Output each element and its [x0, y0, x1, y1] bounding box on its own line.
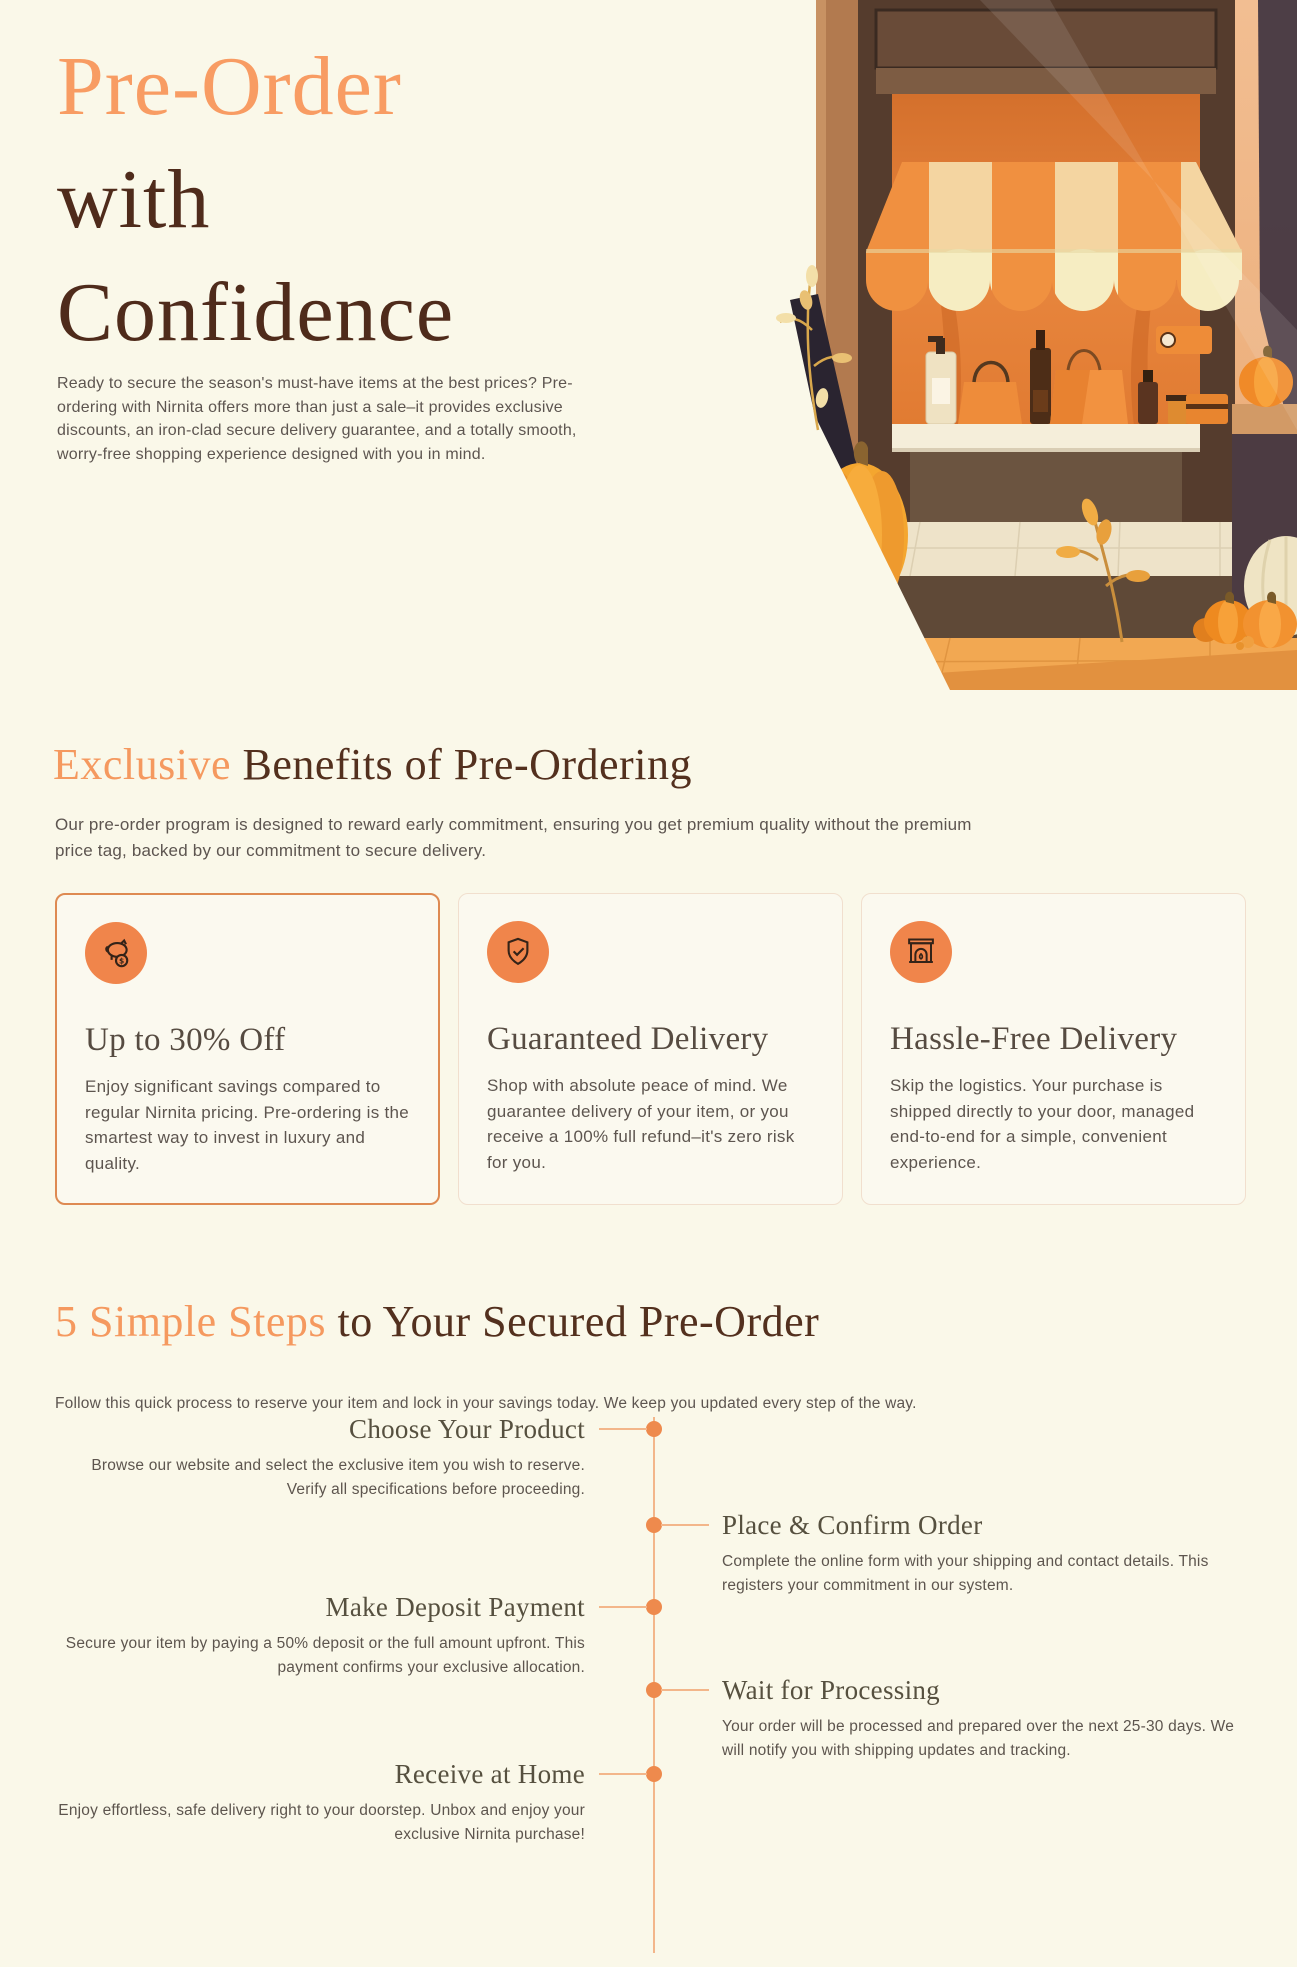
step-wait-processing	[722, 1674, 1238, 1763]
step-title: Receive at Home	[394, 1759, 585, 1789]
hero-illustration	[620, 0, 1297, 690]
piggy-bank-icon	[85, 922, 147, 984]
timeline-dot-3	[646, 1599, 662, 1615]
benefit-card-body: Skip the logistics. Your purchase is shipped directly to your door, managed end-to-end for a simple, convenient experience.	[890, 1076, 1195, 1172]
benefit-card-title: Guaranteed Delivery	[487, 1021, 769, 1057]
benefits-heading-accent: Exclusive	[53, 740, 232, 789]
page-title-accent: Pre-Order	[57, 40, 402, 133]
timeline-dot-4	[646, 1682, 662, 1698]
fireplace-icon	[890, 921, 952, 983]
step-body: Enjoy effortless, safe delivery right to your doorstep. Unbox and enjoy your exclusive Nirnita purchase!	[58, 1802, 585, 1844]
striped-awning	[866, 162, 1242, 311]
steps-heading-rest: to Your Secured Pre-Order	[326, 1297, 820, 1346]
page-title-line2: with	[57, 153, 211, 246]
benefit-card-title: Up to 30% Off	[85, 1022, 286, 1058]
hero-intro-paragraph: Ready to secure the season's must-have items at the best prices? Pre-ordering with Nirnita offers more than just a sale–it provides exclusive discounts, an iron-clad secure delivery guarantee, and a totally smooth, worry-free shopping experience designed with you in mind.	[57, 375, 577, 464]
page-title-line3: Confidence	[57, 266, 455, 359]
step-receive-home	[57, 1758, 585, 1847]
step-body: Complete the online form with your shipping and contact details. This registers your commitment in our system.	[722, 1553, 1209, 1595]
timeline-dot-5	[646, 1766, 662, 1782]
step-choose-product	[57, 1413, 585, 1502]
benefit-card-body: Shop with absolute peace of mind. We guarantee delivery of your item, or you receive a 100% full refund–it's zero risk for you.	[487, 1076, 795, 1172]
steps-intro-paragraph: Follow this quick process to reserve your item and lock in your savings today. We keep you updated every step of the way.	[55, 1395, 917, 1412]
step-deposit-payment	[57, 1591, 585, 1680]
display-shelf	[892, 424, 1200, 450]
benefits-heading-rest: Benefits of Pre-Ordering	[231, 740, 692, 789]
benefit-cards	[55, 893, 1247, 1205]
step-title: Make Deposit Payment	[325, 1592, 585, 1622]
benefits-intro-paragraph: Our pre-order program is designed to reward early commitment, ensuring you get premium quality without the premium price tag, backed by our commitment to secure delivery.	[55, 815, 972, 860]
step-place-order	[722, 1509, 1238, 1598]
timeline-dot-2	[646, 1517, 662, 1533]
steps-timeline	[0, 1405, 1297, 1967]
shield-check-icon	[487, 921, 549, 983]
benefit-card-guarantee	[458, 893, 843, 1205]
steps-heading-accent: 5 Simple Steps	[55, 1297, 327, 1346]
step-body: Browse our website and select the exclusive item you wish to reserve. Verify all specifications before proceeding.	[91, 1457, 585, 1499]
benefit-card-discount	[55, 893, 440, 1205]
step-title: Wait for Processing	[722, 1675, 940, 1705]
storefront-illustration	[620, 0, 1297, 690]
benefit-card-body: Enjoy significant savings compared to regular Nirnita pricing. Pre-ordering is the smartest way to invest in luxury and quality.	[85, 1077, 410, 1173]
step-title: Choose Your Product	[349, 1414, 585, 1444]
step-body: Your order will be processed and prepared over the next 25-30 days. We will notify you with shipping updates and tracking.	[722, 1718, 1235, 1760]
steps-heading	[55, 1295, 819, 1349]
benefits-heading	[53, 738, 692, 792]
step-title: Place & Confirm Order	[722, 1510, 983, 1540]
benefit-card-hassle-free	[861, 893, 1246, 1205]
svg-text:$: $	[119, 956, 125, 966]
step-body: Secure your item by paying a 50% deposit or the full amount upfront. This payment confirms your exclusive allocation.	[65, 1635, 585, 1677]
timeline-dot-1	[646, 1421, 662, 1437]
benefit-card-title: Hassle-Free Delivery	[890, 1021, 1178, 1057]
page-title	[57, 30, 657, 369]
